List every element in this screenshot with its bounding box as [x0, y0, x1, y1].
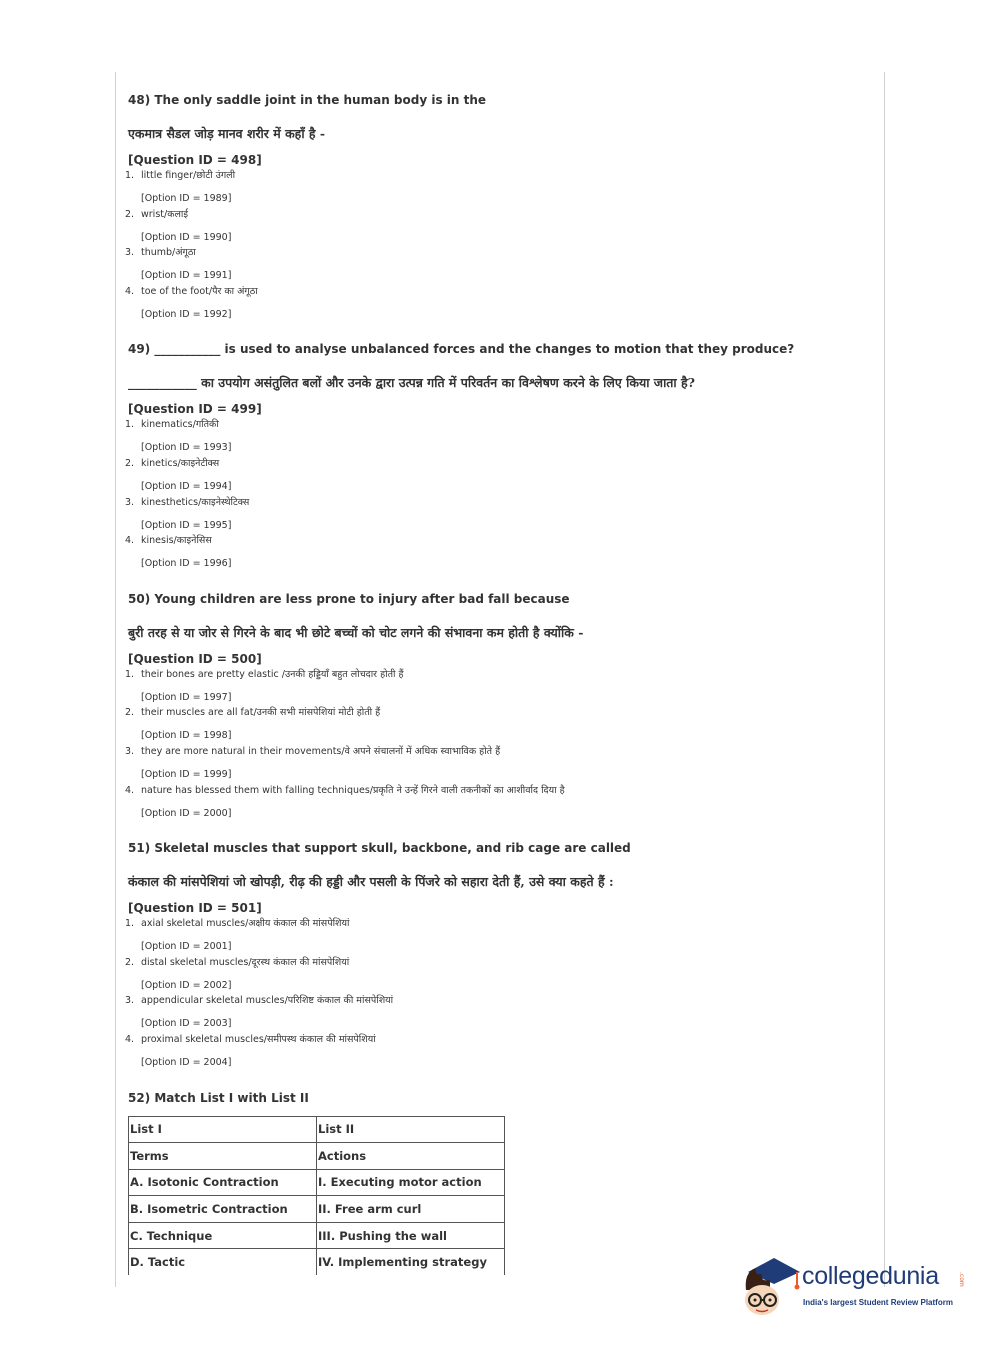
question-id: [Question ID = 499] [128, 402, 262, 417]
mascot-icon [740, 1250, 802, 1320]
option-number: 4. [125, 535, 135, 547]
option-item [125, 418, 865, 457]
question-title: 49) ___________ is used to analyse unbalanced forces and the changes to motion that they produce? [128, 342, 795, 357]
option-item [125, 496, 865, 535]
match-table [128, 1116, 505, 1276]
table-cell: List I [129, 1116, 317, 1143]
option-list [125, 668, 865, 822]
option-id: [Option ID = 1995] [141, 519, 232, 531]
option-item [125, 745, 865, 784]
option-id: [Option ID = 2003] [141, 1018, 232, 1030]
option-item [125, 668, 865, 707]
option-item [125, 706, 865, 745]
question-title: 52) Match List I with List II [128, 1090, 309, 1105]
question-50 [125, 589, 865, 822]
option-number: 3. [125, 496, 135, 508]
option-item [125, 208, 865, 247]
option-item [125, 917, 865, 956]
option-text: axial skeletal muscles/अक्षीय कंकाल की मांसपेशियां [141, 918, 350, 930]
option-text: distal skeletal muscles/दूरस्थ कंकाल की मांसपेशियां [141, 956, 350, 968]
option-number: 4. [125, 784, 135, 796]
table-cell: II. Free arm curl [317, 1196, 505, 1223]
option-text: their muscles are all fat/उनकी सभी मांसपेशियां मोटी होती हैं [141, 707, 381, 719]
table-cell: B. Isometric Contraction [129, 1196, 317, 1223]
option-text: little finger/छोटी उंगली [141, 170, 236, 181]
question-title: 50) Young children are less prone to injury after bad fall because [128, 591, 570, 606]
option-number: 1. [125, 170, 135, 181]
option-list [125, 169, 865, 323]
question-id: [Question ID = 498] [128, 153, 262, 167]
option-item [125, 784, 865, 823]
option-item [125, 285, 865, 324]
option-item [125, 457, 865, 496]
option-item [125, 994, 865, 1033]
option-text: kinetics/काइनेटीक्स [141, 457, 220, 469]
option-text: they are more natural in their movements/वे अपने संचालनों में अधिक स्वाभाविक होते हैं [141, 745, 501, 757]
option-text: appendicular skeletal muscles/परिशिष्ट कंकाल की मांसपेशियां [141, 995, 394, 1007]
option-list [125, 418, 865, 572]
page-border-right [884, 72, 885, 1287]
question-hindi: बुरी तरह से या जोर से गिरने के बाद भी छोटे बच्चों को चोट लगने की संभावना कम होती है क्योंकि - [128, 624, 584, 640]
option-number: 3. [125, 745, 135, 757]
option-id: [Option ID = 1999] [141, 768, 232, 780]
option-item [125, 169, 865, 208]
option-number: 3. [125, 995, 135, 1007]
option-number: 1. [125, 918, 135, 930]
question-hindi: एकमात्र सैडल जोड़ मानव शरीर में कहाँ है - [128, 126, 326, 141]
option-number: 3. [125, 247, 135, 259]
table-row [129, 1116, 505, 1143]
logo-name: collegedunia [802, 1262, 939, 1290]
table-cell: Terms [129, 1143, 317, 1170]
table-cell: I. Executing motor action [317, 1169, 505, 1196]
table-row [129, 1143, 505, 1170]
option-item [125, 534, 865, 573]
option-text: kinesis/काइनेसिस [141, 535, 212, 547]
option-number: 4. [125, 1033, 135, 1045]
table-cell: IV. Implementing strategy [317, 1249, 505, 1275]
option-item [125, 1033, 865, 1072]
question-title: 51) Skeletal muscles that support skull, backbone, and rib cage are called [128, 841, 631, 856]
option-id: [Option ID = 1992] [141, 308, 232, 320]
table-cell: D. Tactic [129, 1249, 317, 1275]
option-id: [Option ID = 1997] [141, 691, 232, 703]
question-51 [125, 838, 865, 1071]
logo-tagline: India's largest Student Review Platform [803, 1298, 953, 1307]
option-number: 2. [125, 457, 135, 469]
option-number: 1. [125, 668, 135, 680]
page-border-left [115, 72, 116, 1287]
option-text: their bones are pretty elastic /उनकी हड्डियाँ बहुत लोचदार होती हैं [141, 668, 404, 680]
collegedunia-logo[interactable] [740, 1250, 970, 1320]
question-hindi: कंकाल की मांसपेशियां जो खोपड़ी, रीढ़ की हड्डी और पसली के पिंजरे को सहारा देती हैं, उसे क्या कहते हैं : [128, 874, 614, 890]
option-text: kinesthetics/काइनेस्थेटिक्स [141, 496, 250, 508]
option-id: [Option ID = 1996] [141, 558, 232, 570]
table-cell: III. Pushing the wall [317, 1222, 505, 1249]
option-text: thumb/अंगूठा [141, 247, 196, 259]
option-id: [Option ID = 1991] [141, 270, 232, 282]
table-cell: C. Technique [129, 1222, 317, 1249]
option-number: 2. [125, 956, 135, 968]
option-id: [Option ID = 1993] [141, 442, 232, 454]
question-49 [125, 339, 865, 572]
option-text: wrist/कलाई [141, 208, 189, 220]
option-id: [Option ID = 1994] [141, 480, 232, 492]
option-text: kinematics/गतिकी [141, 419, 219, 431]
option-id: [Option ID = 1990] [141, 231, 232, 243]
option-item [125, 246, 865, 285]
option-id: [Option ID = 1998] [141, 730, 232, 742]
table-cell: A. Isotonic Contraction [129, 1169, 317, 1196]
question-hindi: ___________ का उपयोग असंतुलित बलों और उनके द्वारा उत्पन्न गति में परिवर्तन का विश्लेषण करने के लिए किया जाता है? [128, 375, 695, 391]
logo-domain: .com [958, 1272, 965, 1287]
question-id: [Question ID = 500] [128, 651, 262, 666]
table-row [129, 1249, 505, 1275]
option-number: 4. [125, 285, 135, 297]
option-id: [Option ID = 1989] [141, 193, 232, 204]
option-text: toe of the foot/पैर का अंगूठा [141, 285, 258, 297]
option-text: nature has blessed them with falling techniques/प्रकृति ने उन्हें गिरने वाली तकनीकों का आशीर्वाद दिया है [141, 784, 565, 796]
question-id: [Question ID = 501] [128, 901, 262, 916]
question-48 [125, 90, 865, 323]
question-paper [125, 90, 865, 1275]
option-id: [Option ID = 2000] [141, 807, 232, 819]
option-text: proximal skeletal muscles/समीपस्थ कंकाल की मांसपेशियां [141, 1033, 376, 1045]
option-id: [Option ID = 2004] [141, 1056, 232, 1068]
table-row [129, 1196, 505, 1223]
option-number: 2. [125, 707, 135, 719]
option-number: 1. [125, 419, 135, 431]
table-cell: Actions [317, 1143, 505, 1170]
option-id: [Option ID = 2002] [141, 979, 232, 991]
table-cell: List II [317, 1116, 505, 1143]
question-52 [125, 1088, 865, 1276]
table-row [129, 1222, 505, 1249]
option-item [125, 956, 865, 995]
option-id: [Option ID = 2001] [141, 941, 232, 953]
question-title: 48) The only saddle joint in the human body is in the [128, 93, 487, 107]
option-list [125, 917, 865, 1071]
option-number: 2. [125, 208, 135, 220]
table-row [129, 1169, 505, 1196]
